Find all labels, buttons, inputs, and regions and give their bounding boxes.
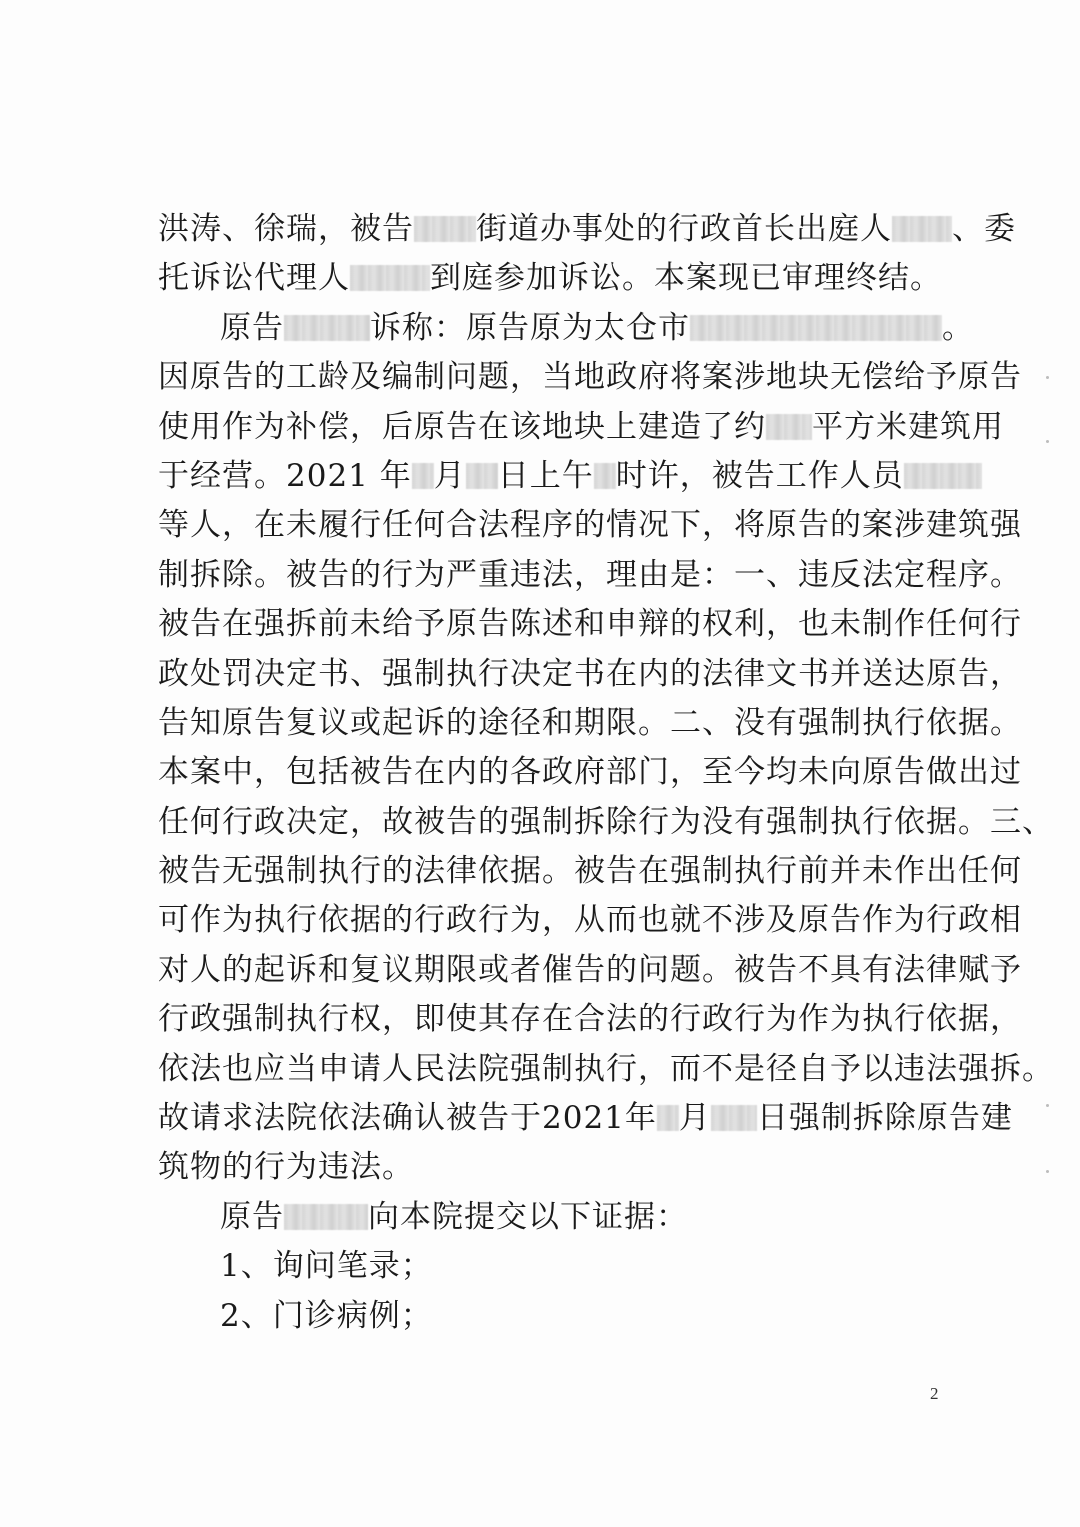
redaction-block — [690, 315, 942, 341]
text-segment: 月 — [678, 1100, 711, 1137]
text-line-21 — [158, 1193, 948, 1242]
text-segment: 街道办事处的行政首长出庭人 — [476, 211, 892, 247]
text-segment: 可作为执行依据的行政行为，从而也就不涉及原告作为行政相 — [158, 902, 1022, 939]
text-line-22 — [158, 1242, 948, 1291]
text-segment: 对人的起诉和复议期限或者催告的问题。被告不具有法律赋予 — [158, 951, 1022, 988]
text-line-19 — [158, 1094, 1013, 1143]
text-segment: 向本院提交以下证据： — [368, 1198, 688, 1235]
text-line-10 — [158, 650, 1022, 699]
text-line-16 — [158, 946, 1022, 995]
text-line-17 — [158, 995, 1022, 1044]
redaction-block — [284, 1204, 368, 1230]
redaction-block — [466, 463, 498, 489]
text-segment: 因原告的工龄及编制问题，当地政府将案涉地块无偿给予原告 — [158, 359, 1022, 396]
page-number: 2 — [930, 1384, 939, 1403]
text-segment: 原告 — [220, 309, 284, 346]
text-line-6 — [158, 452, 948, 501]
text-segment: 日上午 — [497, 457, 594, 494]
redaction-block — [284, 315, 370, 341]
text-segment: 洪涛、徐瑞，被告 — [158, 211, 414, 247]
text-line-11 — [158, 699, 1022, 748]
text-segment: 任何行政决定，故被告的强制拆除行为没有强制执行依据。三、 — [158, 803, 1054, 840]
redaction-block — [412, 463, 434, 489]
text-line-5 — [158, 403, 1004, 452]
text-segment: 政处罚决定书、强制执行决定书在内的法律文书并送达原告， — [158, 655, 1022, 692]
text-segment: 制拆除。被告的行为严重违法，理由是：一、违反法定程序。 — [158, 556, 1022, 593]
text-line-12 — [158, 748, 1022, 797]
scan-speck — [1046, 1170, 1049, 1173]
text-line-9 — [158, 600, 1022, 649]
text-line-7 — [158, 501, 1022, 550]
text-segment: 行政强制执行权，即使其存在合法的行政行为作为执行依据， — [158, 1001, 1022, 1038]
text-segment: 本案中，包括被告在内的各政府部门，至今均未向原告做出过 — [158, 754, 1022, 791]
text-line-23 — [158, 1292, 948, 1341]
text-line-20 — [158, 1143, 948, 1192]
text-segment: 日强制拆除原告建 — [756, 1100, 1013, 1137]
scan-speck — [1046, 1104, 1049, 1107]
redaction-block — [904, 463, 982, 489]
text-segment: 到庭参加诉讼。本案现已审理终结。 — [430, 260, 942, 297]
redaction-block — [766, 414, 812, 440]
text-segment: 筑物的行为违法。 — [158, 1149, 414, 1186]
text-segment: 依法也应当申请人民法院强制执行，而不是径自予以违法强拆。 — [158, 1050, 1054, 1087]
document-body — [158, 205, 1054, 1341]
text-segment: 、委 — [952, 211, 1016, 247]
redaction-block — [711, 1105, 757, 1131]
text-line-3 — [158, 304, 974, 353]
text-segment: 告知原告复议或起诉的途径和期限。二、没有强制执行依据。 — [158, 704, 1022, 741]
text-line-4 — [158, 353, 1022, 402]
list-item: 1、询问笔录； — [220, 1248, 433, 1285]
text-segment: 被告无强制执行的法律依据。被告在强制执行前并未作出任何 — [158, 853, 1022, 890]
text-line-13 — [158, 798, 1054, 847]
text-segment: 故请求法院依法确认被告于2021年 — [158, 1100, 657, 1137]
list-item: 2、门诊病例； — [220, 1297, 433, 1334]
scan-speck — [1046, 376, 1049, 379]
text-segment: 于经营。2021 年 — [158, 457, 412, 494]
text-line-1 — [158, 205, 1016, 254]
text-segment: 时许，被告工作人员 — [615, 457, 904, 494]
text-line-14 — [158, 847, 1022, 896]
text-segment: 平方米建筑用 — [812, 408, 1004, 445]
scan-speck — [1046, 440, 1049, 443]
text-segment: 托诉讼代理人 — [158, 260, 350, 297]
redaction-block — [414, 216, 476, 242]
text-segment: 使用作为补偿，后原告在该地块上建造了约 — [158, 408, 766, 445]
text-line-2 — [158, 254, 948, 303]
text-segment: 原告 — [220, 1198, 284, 1235]
redaction-block — [594, 463, 616, 489]
text-segment: 被告在强拆前未给予原告陈述和申辩的权利，也未制作任何行 — [158, 606, 1022, 643]
redaction-block — [350, 265, 430, 291]
text-segment: 诉称：原告原为太仓市 — [370, 309, 690, 346]
text-line-18 — [158, 1045, 1054, 1094]
redaction-block — [657, 1105, 679, 1131]
text-line-8 — [158, 551, 1022, 600]
text-segment: 。 — [942, 309, 974, 346]
text-segment: 等人，在未履行任何合法程序的情况下，将原告的案涉建筑强 — [158, 507, 1022, 544]
text-segment: 月 — [433, 457, 466, 494]
text-line-15 — [158, 896, 1022, 945]
redaction-block — [892, 216, 952, 242]
